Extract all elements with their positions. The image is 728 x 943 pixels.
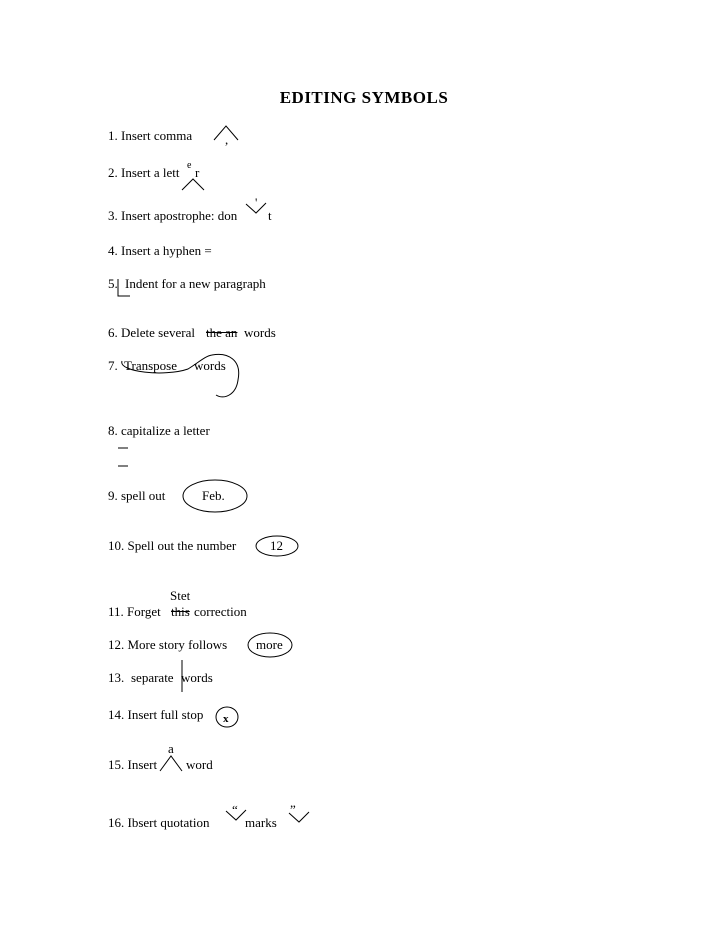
item-5-number: 5. — [108, 276, 118, 291]
item-2-inserted-letter: e — [187, 160, 192, 171]
item-16-label-end: marks — [245, 815, 277, 830]
item-6-deleted-words: the an — [206, 325, 238, 340]
item-3-label: 3. Insert apostrophe: don — [108, 208, 238, 223]
item-15-label-end: word — [186, 757, 213, 772]
item-15-caret-mark — [160, 756, 182, 771]
item-7-number: 7. — [108, 358, 118, 373]
item-1-label: 1. Insert comma — [108, 128, 193, 143]
item-11-label-end: correction — [194, 604, 247, 619]
item-5-label: Indent for a new paragraph — [125, 276, 266, 291]
item-16-close-quote-mark: ” — [290, 802, 296, 817]
item-11-label: 11. Forget — [108, 604, 161, 619]
item-2-label: 2. Insert a lett — [108, 165, 180, 180]
item-4-label: 4. Insert a hyphen = — [108, 243, 212, 258]
item-10-label: 10. Spell out the number — [108, 538, 237, 553]
item-12-label: 12. More story follows — [108, 637, 228, 652]
item-3-label-end: t — [268, 208, 272, 223]
item-1-comma-mark: , — [225, 132, 229, 147]
item-14-label: 14. Insert full stop — [108, 707, 204, 722]
item-6-label: 6. Delete several — [108, 325, 195, 340]
item-13-word-b: words — [181, 670, 213, 685]
item-7-word-a: Transpose — [124, 358, 177, 373]
item-13-number: 13. — [108, 670, 125, 685]
item-11-stet-mark: Stet — [170, 588, 191, 603]
item-3-apostrophe-mark: ' — [255, 195, 258, 210]
item-9-circled-abbrev: Feb. — [202, 488, 225, 503]
item-9-label: 9. spell out — [108, 488, 166, 503]
item-15-inserted-word: a — [168, 741, 174, 756]
item-13-word-a: separate — [131, 670, 174, 685]
item-12-circled-more: more — [256, 637, 283, 652]
item-14-full-stop-mark: x — [223, 713, 229, 725]
item-7-word-b: words — [194, 358, 226, 373]
item-2-label-end: r — [195, 165, 200, 180]
item-16-open-quote-mark: “ — [232, 802, 238, 817]
item-6-label-end: words — [244, 325, 276, 340]
page-title: EDITING SYMBOLS — [279, 88, 449, 107]
item-8-label: 8. capitalize a letter — [108, 423, 210, 438]
item-2-caret-mark — [182, 179, 204, 190]
item-15-label: 15. Insert — [108, 757, 158, 772]
item-16-label: 16. Ibsert quotation — [108, 815, 210, 830]
item-10-circled-number: 12 — [270, 538, 283, 553]
item-11-struck-word: this — [171, 604, 190, 619]
